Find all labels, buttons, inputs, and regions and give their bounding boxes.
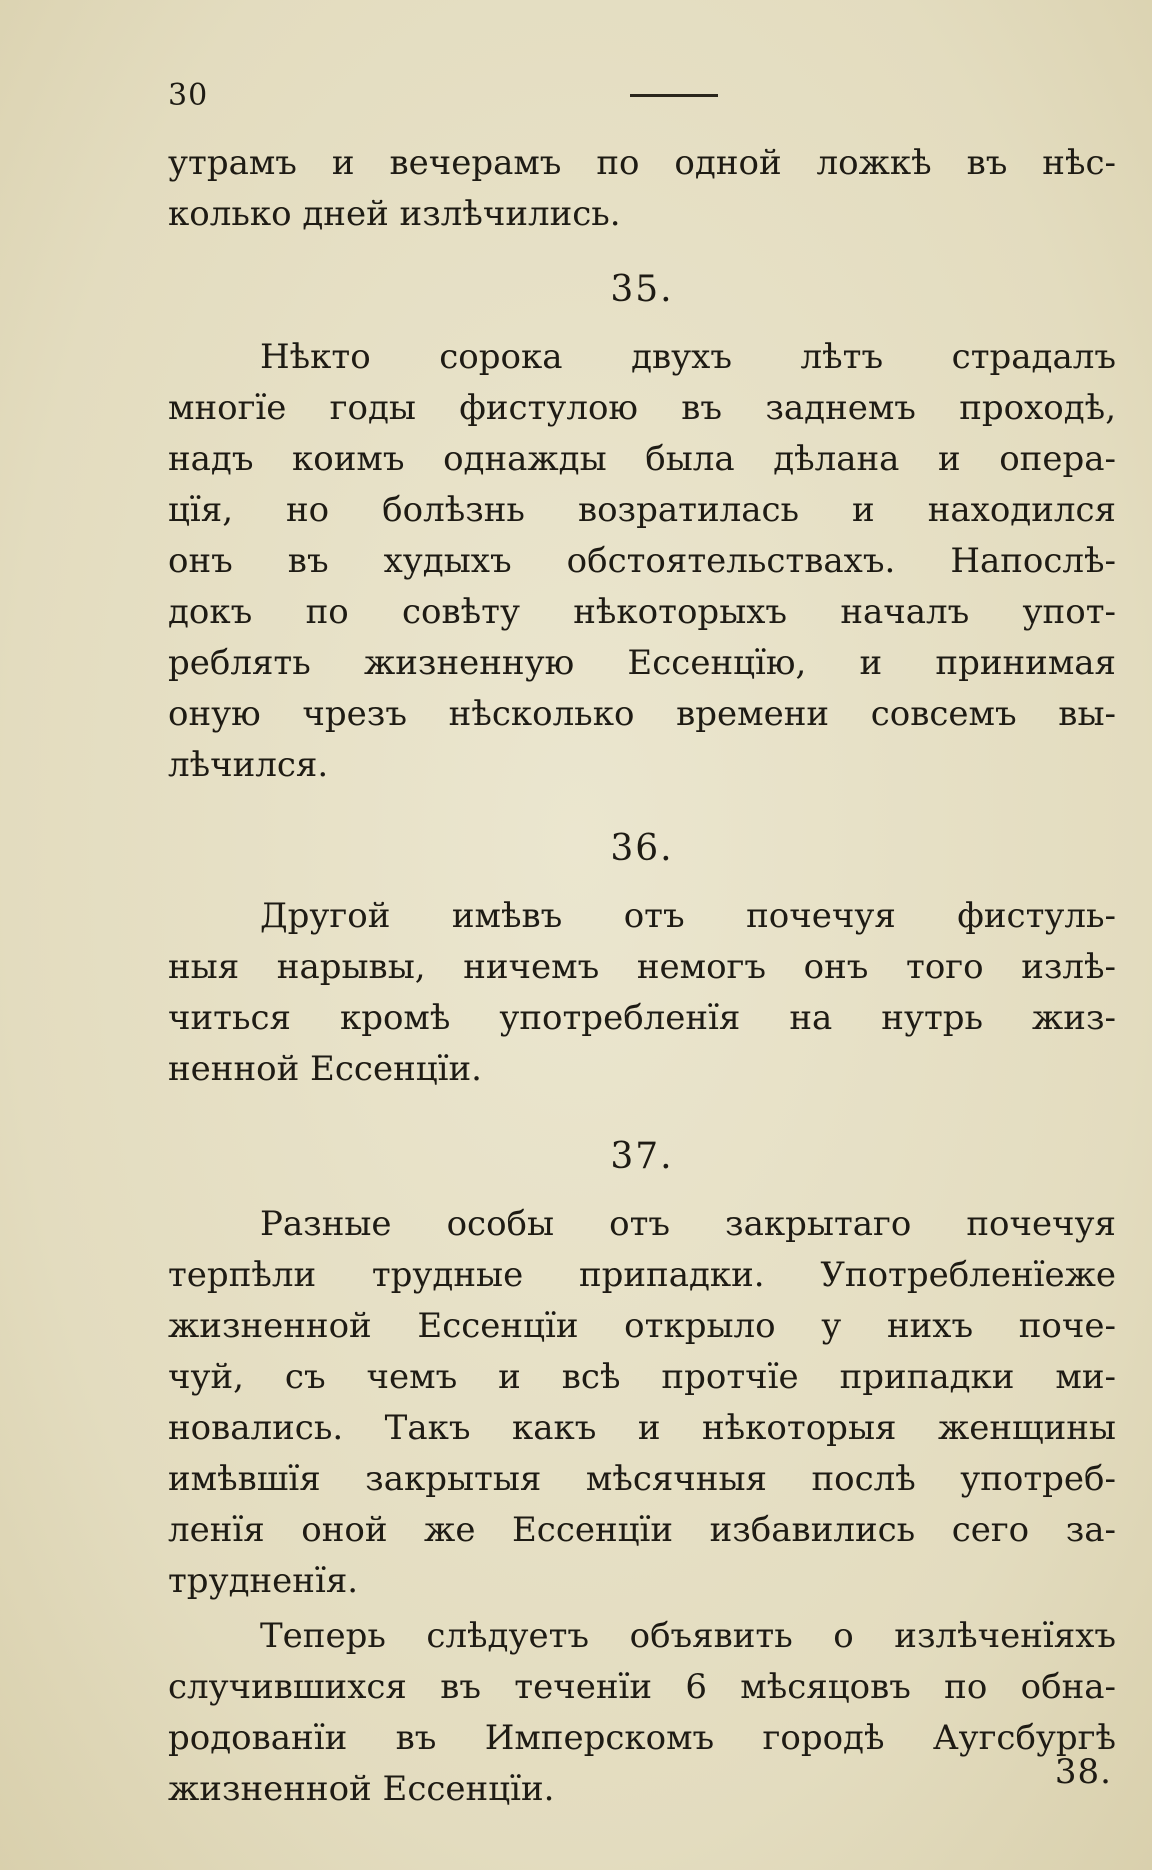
paragraph-37 xyxy=(168,1199,1116,1607)
text-line: ныя нарывы, ничемъ немогъ онъ того излѣ- xyxy=(168,947,1116,987)
header-rule xyxy=(630,94,718,97)
text-line: оную чрезъ нѣсколько времени совсемъ вы- xyxy=(168,694,1116,734)
text-line: лѣчился. xyxy=(168,745,329,785)
section-heading-35: 35. xyxy=(610,269,674,310)
page-header xyxy=(168,78,980,118)
text-line: имѣвшїя закрытыя мѣсячныя послѣ употреб- xyxy=(168,1459,1116,1499)
text-line: ленїя оной же Ессенцїи избавились сего за- xyxy=(168,1510,1116,1550)
text-line: жизненной Ессенцїи. xyxy=(168,1769,555,1809)
section-heading-37: 37. xyxy=(610,1136,674,1177)
paragraph-final xyxy=(168,1611,1116,1815)
paragraph-35 xyxy=(168,332,1116,791)
paragraph-36 xyxy=(168,891,1116,1095)
text-line: Нѣкто сорока двухъ лѣтъ страдалъ xyxy=(260,337,1116,377)
text-line: ненной Ессенцїи. xyxy=(168,1049,482,1089)
text-line: докъ по совѣту нѣкоторыхъ началъ упот- xyxy=(168,592,1116,632)
text-line: Разные особы отъ закрытаго почечуя xyxy=(260,1204,1116,1244)
text-line: чуй, съ чемъ и всѣ протчїе припадки ми- xyxy=(168,1357,1116,1397)
text-line: Теперь слѣдуетъ объявить о излѣченїяхъ xyxy=(260,1616,1116,1656)
text-line: многїе годы фистулою въ заднемъ проходѣ, xyxy=(168,388,1116,428)
text-line: трудненїя. xyxy=(168,1561,359,1601)
text-line: онъ въ худыхъ обстоятельствахъ. Напослѣ- xyxy=(168,541,1116,581)
text-line: читься кромѣ употребленїя на нутрь жиз- xyxy=(168,998,1116,1038)
text-line: терпѣли трудные припадки. Употребленїеже xyxy=(168,1255,1116,1295)
paragraph-intro xyxy=(168,138,1116,240)
text-line: утрамъ и вечерамъ по одной ложкѣ въ нѣс- xyxy=(168,143,1116,183)
catchword: 38. xyxy=(1054,1752,1112,1792)
text-line: родованїи въ Имперскомъ городѣ Аугсбургѣ xyxy=(168,1718,1116,1758)
page-number: 30 xyxy=(168,78,209,113)
text-line: Другой имѣвъ отъ почечуя фистуль- xyxy=(260,896,1116,936)
text-line: жизненной Ессенцїи открыло у нихъ поче- xyxy=(168,1306,1116,1346)
text-line: цїя, но болѣзнь возратилась и находился xyxy=(168,490,1116,530)
text-line: реблять жизненную Ессенцїю, и принимая xyxy=(168,643,1116,683)
text-line: новались. Такъ какъ и нѣкоторыя женщины xyxy=(168,1408,1116,1448)
text-line: случившихся въ теченїи 6 мѣсяцовъ по обна- xyxy=(168,1667,1116,1707)
body-text xyxy=(168,138,1116,1815)
text-line: надъ коимъ однажды была дѣлана и опера- xyxy=(168,439,1116,479)
section-heading-36: 36. xyxy=(610,828,674,869)
text-line: колько дней излѣчились. xyxy=(168,194,621,234)
